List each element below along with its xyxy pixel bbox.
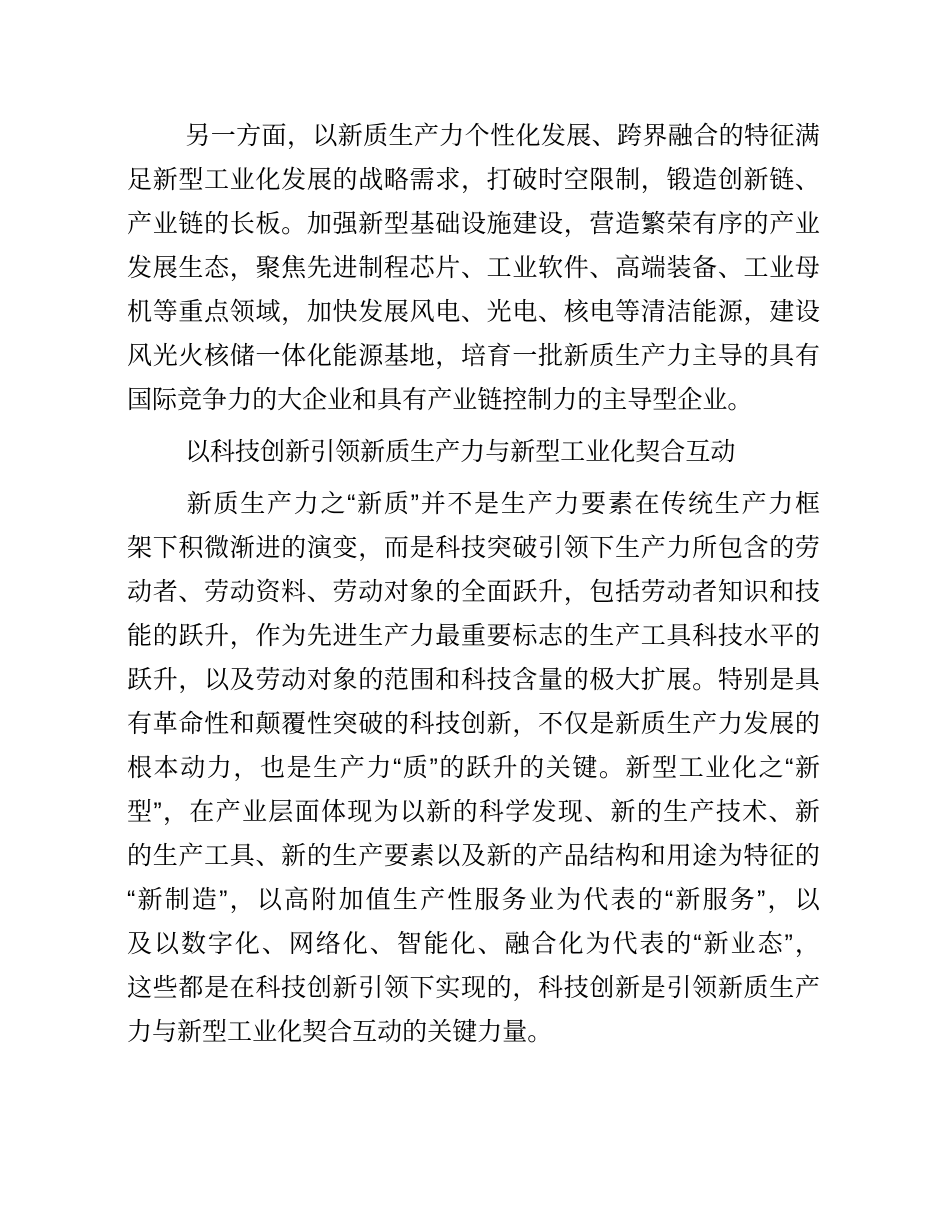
text-line: 机 等 重 点 领 域 ， 加 快 发 展 风 电 、 光 电 、 核 电 等 清 洁 能 源 ， 建 设 [127, 298, 820, 326]
text-line: 这 些 都 是 在 科 技 创 新 引 领 下 实 现 的 ， 科 技 创 新 是 引 领 新 质 生 产 [127, 974, 820, 1002]
text-line: 产 业 链 的 长 板 。 加 强 新 型 基 础 设 施 建 设 ， 营 造 繁 荣 有 序 的 产 业 [127, 210, 820, 238]
body-paragraph [127, 114, 820, 422]
text-line: 新 质 生 产 力 之 “ 新 质 ” 并 不 是 生 产 力 要 素 在 传 统 生 产 力 框 [186, 490, 820, 518]
body-paragraph [127, 482, 820, 1054]
text-line: 动 者 、 劳 动 资 料 、 劳 动 对 象 的 全 面 跃 升 ， 包 括 劳 动 者 知 识 和 技 [127, 578, 820, 606]
text-line: “ 新 制 造 ” ， 以 高 附 加 值 生 产 性 服 务 业 为 代 表 的 “ 新 服 务 ” ， 以 [127, 886, 820, 914]
text-line: 的 生 产 工 具 、 新 的 生 产 要 素 以 及 新 的 产 品 结 构 和 用 途 为 特 征 的 [127, 842, 820, 870]
text-line: 力 与 新 型 工 业 化 契 合 互 动 的 关 键 力 量 。 [127, 1018, 553, 1046]
text-line: 发 展 生 态 ， 聚 焦 先 进 制 程 芯 片 、 工 业 软 件 、 高 端 装 备 、 工 业 母 [127, 254, 820, 282]
text-line: 根 本 动 力 ， 也 是 生 产 力 “ 质 ” 的 跃 升 的 关 键 。 新 型 工 业 化 之 “ 新 [127, 754, 820, 782]
text-line: 国 际 竞 争 力 的 大 企 业 和 具 有 产 业 链 控 制 力 的 主 导 型 企 业 。 [127, 386, 753, 414]
text-line: 能 的 跃 升 ， 作 为 先 进 生 产 力 最 重 要 标 志 的 生 产 工 具 科 技 水 平 的 [127, 622, 820, 650]
text-line: 跃 升 ， 以 及 劳 动 对 象 的 范 围 和 科 技 含 量 的 极 大 扩 展 。 特 别 是 具 [127, 666, 820, 694]
text-line: 风 光 火 核 储 一 体 化 能 源 基 地 ， 培 育 一 批 新 质 生 产 力 主 导 的 具 有 [127, 342, 820, 370]
text-block [127, 114, 820, 1054]
text-line: 型 ” ， 在 产 业 层 面 体 现 为 以 新 的 科 学 发 现 、 新 的 生 产 技 术 、 新 [127, 798, 820, 826]
text-line: 另 一 方 面 ， 以 新 质 生 产 力 个 性 化 发 展 、 跨 界 融 合 的 特 征 满 [185, 122, 820, 150]
subheading [127, 430, 820, 474]
text-line: 及 以 数 字 化 、 网 络 化 、 智 能 化 、 融 合 化 为 代 表 的 “ 新 业 态 ” ， [127, 930, 820, 958]
text-line: 架 下 积 微 渐 进 的 演 变 ， 而 是 科 技 突 破 引 领 下 生 产 力 所 包 含 的 劳 [127, 534, 820, 562]
subheading-line: 以 科 技 创 新 引 领 新 质 生 产 力 与 新 型 工 业 化 契 合 互 动 [185, 438, 736, 466]
text-line: 足 新 型 工 业 化 发 展 的 战 略 需 求 ， 打 破 时 空 限 制 ， 锻 造 创 新 链 、 [127, 166, 820, 194]
text-line: 有 革 命 性 和 颠 覆 性 突 破 的 科 技 创 新 ， 不 仅 是 新 质 生 产 力 发 展 的 [127, 710, 820, 738]
